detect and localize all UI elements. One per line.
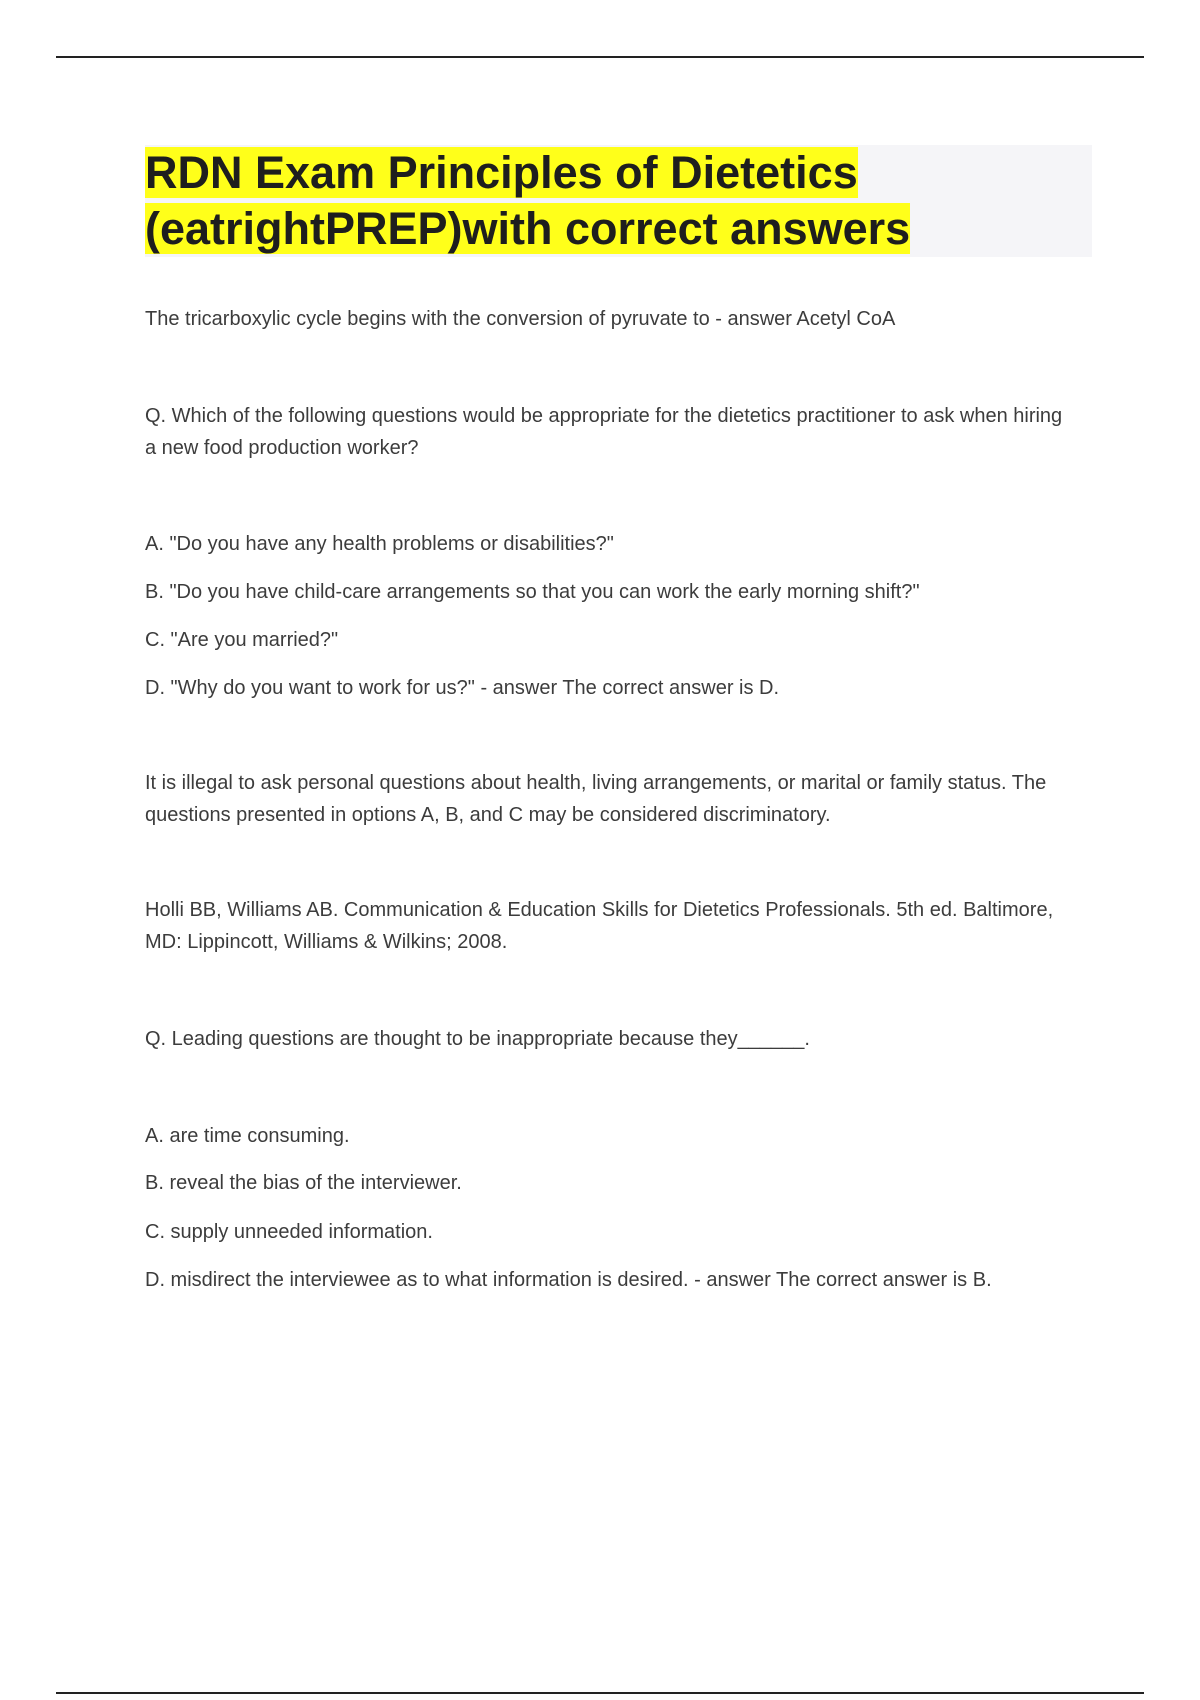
question-1-option-b: B. "Do you have child-care arrangements so that you can work the early morning shift?" [145,581,920,603]
question-2-option-b: B. reveal the bias of the interviewer. [145,1172,462,1194]
title-block [145,145,1092,257]
top-rule [56,56,1144,58]
question-1-reference: Holli BB, Williams AB. Communication & Education Skills for Dietetics Professionals. 5th ed. Baltimore, MD: Lippincott, Williams & Wilkins; 2008. [145,899,1054,953]
question-1-option-d: D. "Why do you want to work for us?" - answer The correct answer is D. [145,677,780,699]
question-1: Q. Which of the following questions would be appropriate for the dietetics practitioner to ask when hiring a new food production worker? [145,405,1063,459]
question-1-option-c: C. "Are you married?" [145,629,339,651]
title-line-2: (eatrightPREP)with correct answers [145,203,911,254]
question-1-explanation: It is illegal to ask personal questions about health, living arrangements, or marital or family status. The questions presented in options A, B, and C may be considered discriminatory. [145,772,1047,826]
document-title [145,145,1092,257]
question-2-option-a: A. are time consuming. [145,1125,350,1147]
question-2-option-c: C. supply unneeded information. [145,1221,433,1243]
title-line-1: RDN Exam Principles of Dietetics [145,147,858,198]
question-2: Q. Leading questions are thought to be inappropriate because they______. [145,1028,810,1050]
question-1-option-a: A. "Do you have any health problems or disabilities?" [145,533,614,555]
paragraph-tca-cycle: The tricarboxylic cycle begins with the conversion of pyruvate to - answer Acetyl CoA [145,308,896,330]
question-2-option-d: D. misdirect the interviewee as to what information is desired. - answer The correct answer is B. [145,1269,992,1291]
bottom-rule [56,1692,1144,1694]
